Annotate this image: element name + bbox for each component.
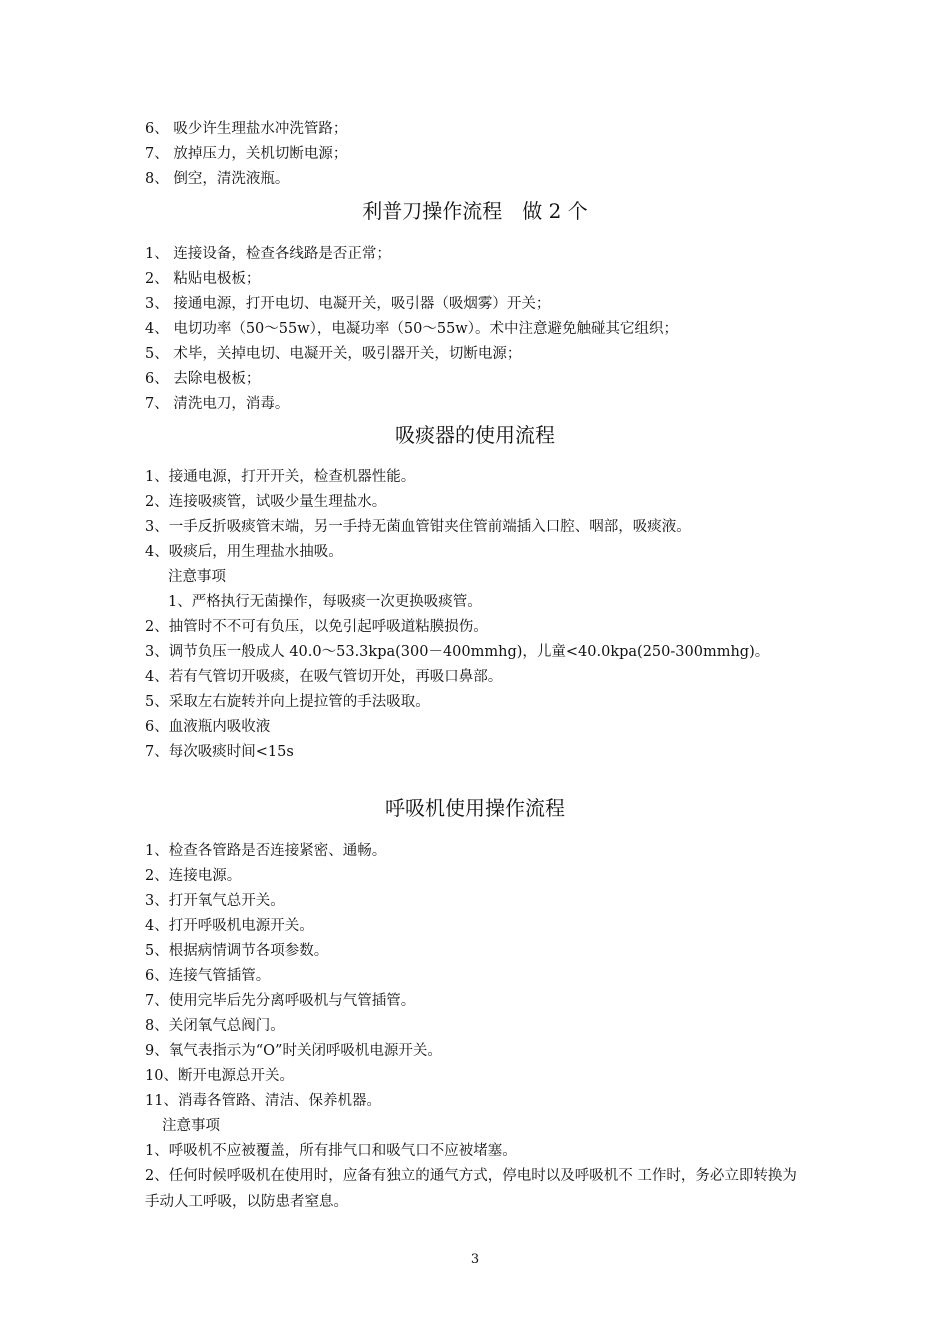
list-item: 7、使用完毕后先分离呼吸机与气管插管。	[145, 993, 416, 1009]
list-item: 2、连接吸痰管，试吸少量生理盐水。	[145, 494, 387, 510]
note-item: 2、任何时候呼吸机在使用时，应备有独立的通气方式，停电时以及呼吸机不 工作时，务必立即转换为手动人工呼吸，以防患者窒息。	[145, 1168, 797, 1210]
list-item: 10、断开电源总开关。	[145, 1068, 294, 1084]
notes-heading: 注意事项	[168, 569, 226, 585]
section-title-ventilator: 呼吸机使用操作流程	[385, 796, 565, 820]
list-item: 6、连接气管插管。	[145, 968, 271, 984]
note-item: 4、若有气管切开吸痰，在吸气管切开处，再吸口鼻部。	[145, 669, 503, 685]
notes-heading: 注意事项	[162, 1118, 220, 1134]
list-item: 3、打开氧气总开关。	[145, 893, 285, 909]
list-item: 9、氧气表指示为“O”时关闭呼吸机电源开关。	[145, 1043, 442, 1059]
list-item: 4、吸痰后，用生理盐水抽吸。	[145, 544, 343, 560]
list-item: 4、打开呼吸机电源开关。	[145, 918, 314, 934]
top-list-item: 8、 倒空，清洗液瓶。	[145, 171, 290, 187]
list-item: 5、根据病情调节各项参数。	[145, 943, 329, 959]
list-item: 4、 电切功率（50～55w），电凝功率（50～55w）。术中注意避免触碰其它组织；	[145, 321, 678, 337]
list-item: 6、 去除电极板；	[145, 371, 261, 387]
note-item: 3、调节负压一般成人 40.0～53.3kpa(300－400mmhg)，儿童<40.0kpa(250-300mmhg)。	[145, 644, 770, 660]
list-item: 1、接通电源，打开开关，检查机器性能。	[145, 469, 416, 485]
section-title-lep: 利普刀操作流程 做 2 个	[362, 199, 588, 223]
list-item: 5、 术毕，关掉电切、电凝开关，吸引器开关，切断电源；	[145, 346, 522, 362]
note-item: 2、抽管时不不可有负压，以免引起呼吸道粘膜损伤。	[145, 619, 488, 635]
note-item: 5、采取左右旋转并向上提拉管的手法吸取。	[145, 694, 430, 710]
note-item: 1、呼吸机不应被覆盖，所有排气口和吸气口不应被堵塞。	[145, 1143, 517, 1159]
note-item: 1、严格执行无菌操作，每吸痰一次更换吸痰管。	[168, 594, 482, 610]
page-number: 3	[470, 1252, 480, 1267]
list-item: 3、 接通电源，打开电切、电凝开关，吸引器（吸烟雾）开关；	[145, 296, 551, 312]
section-title-suction: 吸痰器的使用流程	[395, 423, 555, 447]
list-item: 8、关闭氧气总阀门。	[145, 1018, 285, 1034]
top-list-item: 7、 放掉压力，关机切断电源；	[145, 146, 348, 162]
list-item: 1、检查各管路是否连接紧密、通畅。	[145, 843, 387, 859]
list-item: 11、消毒各管路、清洁、保养机器。	[145, 1093, 381, 1109]
list-item: 1、 连接设备，检查各线路是否正常；	[145, 246, 391, 262]
note-item: 7、每次吸痰时间<15s	[145, 744, 294, 760]
top-list-item: 6、 吸少许生理盐水冲洗管路；	[145, 121, 348, 137]
list-item: 7、 清洗电刀，消毒。	[145, 396, 290, 412]
note-item: 6、血液瓶内吸收液	[145, 719, 271, 735]
list-item: 2、连接电源。	[145, 868, 242, 884]
list-item: 2、 粘贴电极板；	[145, 271, 261, 287]
list-item: 3、一手反折吸痰管末端，另一手持无菌血管钳夹住管前端插入口腔、咽部，吸痰液。	[145, 519, 691, 535]
